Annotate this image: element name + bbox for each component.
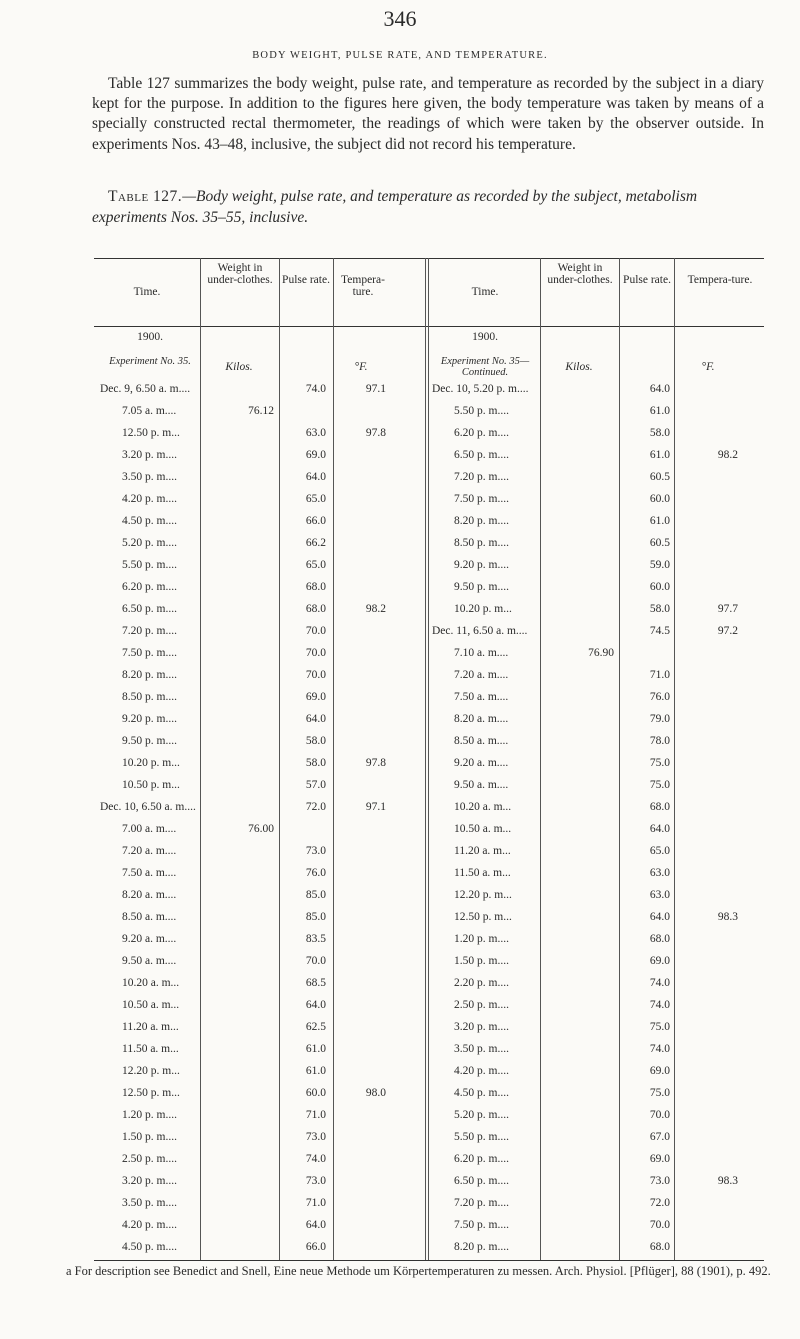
- cell-time: 7.50 p. m....: [122, 647, 177, 659]
- cell-time: 7.00 a. m....: [122, 823, 177, 835]
- cell-time: 2.50 p. m....: [454, 999, 509, 1011]
- cell-time: 7.20 p. m....: [122, 625, 177, 637]
- cell-time: 8.50 a. m....: [454, 735, 509, 747]
- cell-time: Experiment No. 35— Continued.: [440, 356, 530, 378]
- cell-pulse: 58.0: [649, 603, 670, 615]
- cell-time: 7.50 p. m....: [454, 493, 509, 505]
- table-row: [94, 1170, 764, 1192]
- table-row: [94, 708, 764, 730]
- cell-time: 7.05 a. m....: [122, 405, 177, 417]
- cell-time: 5.50 p. m....: [454, 1131, 509, 1143]
- cell-pulse: 83.5: [305, 933, 326, 945]
- cell-time: 9.50 a. m....: [454, 779, 509, 791]
- table-caption-text: —Body weight, pulse rate, and temperature as recorded by the subject, metabolism experiments Nos. 35–55, inclusive.: [92, 188, 698, 226]
- cell-time: 8.20 a. m....: [454, 713, 509, 725]
- cell-pulse: 72.0: [649, 1197, 670, 1209]
- cell-pulse: 76.0: [305, 867, 326, 879]
- table-row: [94, 862, 764, 884]
- cell-time: 9.20 p. m....: [122, 713, 177, 725]
- header-pulse: Pulse rate.: [282, 274, 330, 286]
- table-top-rule: [94, 258, 764, 259]
- cell-pulse: 74.0: [649, 999, 670, 1011]
- cell-time: 6.20 p. m....: [454, 1153, 509, 1165]
- table-row: [94, 950, 764, 972]
- cell-pulse: 75.0: [649, 1087, 670, 1099]
- cell-time: 4.20 p. m....: [122, 493, 177, 505]
- cell-time: 8.20 p. m....: [122, 669, 177, 681]
- cell-pulse: 72.0: [305, 801, 326, 813]
- cell-pulse: 58.0: [649, 427, 670, 439]
- cell-pulse: 64.0: [305, 999, 326, 1011]
- cell-time: 1900.: [472, 331, 498, 343]
- cell-pulse: 58.0: [305, 735, 326, 747]
- cell-pulse: 65.0: [649, 845, 670, 857]
- cell-pulse: 59.0: [649, 559, 670, 571]
- table-row: [94, 1038, 764, 1060]
- cell-pulse: 74.0: [649, 977, 670, 989]
- cell-pulse: 57.0: [305, 779, 326, 791]
- cell-temp: 97.7: [717, 603, 738, 615]
- cell-time: 1900.: [137, 331, 163, 343]
- cell-pulse: 63.0: [649, 889, 670, 901]
- cell-time: Dec. 10, 5.20 p. m....: [432, 383, 529, 395]
- cell-time: 12.20 p. m...: [454, 889, 512, 901]
- cell-pulse: 75.0: [649, 779, 670, 791]
- cell-time: 9.50 a. m....: [122, 955, 177, 967]
- cell-pulse: 75.0: [649, 757, 670, 769]
- cell-pulse: 71.0: [649, 669, 670, 681]
- cell-time: 10.20 p. m...: [454, 603, 512, 615]
- cell-pulse: 60.5: [649, 537, 670, 549]
- cell-pulse: 74.5: [649, 625, 670, 637]
- cell-pulse: 61.0: [305, 1065, 326, 1077]
- cell-time: 3.20 p. m....: [122, 1175, 177, 1187]
- cell-time: 7.50 a. m....: [122, 867, 177, 879]
- cell-pulse: 61.0: [649, 405, 670, 417]
- cell-time: 1.20 p. m....: [454, 933, 509, 945]
- header-temp: Tempera-ture.: [341, 274, 385, 298]
- table-row: [94, 818, 764, 840]
- cell-pulse: 65.0: [305, 493, 326, 505]
- table-row: [94, 378, 764, 400]
- cell-weight: 76.90: [588, 647, 614, 659]
- table-row: [94, 796, 764, 818]
- cell-time: 9.50 p. m....: [454, 581, 509, 593]
- cell-pulse: 73.0: [305, 1131, 326, 1143]
- cell-weight: 76.12: [248, 405, 274, 417]
- cell-time: 7.50 p. m....: [454, 1219, 509, 1231]
- table-row: [94, 1192, 764, 1214]
- cell-time: 7.20 p. m....: [454, 1197, 509, 1209]
- table-row: [94, 1126, 764, 1148]
- table-row: [94, 752, 764, 774]
- cell-pulse: 65.0: [305, 559, 326, 571]
- footnote: a For description see Benedict and Snell, Eine neue Methode um Körpertemperaturen zu messen. Arch. Physiol. [Pflüger], 88 (1901), p. 492.: [66, 1264, 771, 1278]
- header-time: Time.: [471, 286, 499, 298]
- cell-temp: 98.2: [365, 603, 386, 615]
- table-row: [94, 686, 764, 708]
- cell-pulse: 61.0: [649, 449, 670, 461]
- intro-paragraph: Table 127 summarizes the body weight, pulse rate, and temperature as recorded by the subject in a diary kept for the purpose. In addition to the figures here given, the body temperature was taken by means of a specially constructed rectal thermometer, the readings of which were taken by the observer outside. In experiments Nos. 43–48, inclusive, the subject did not record his temperature.: [92, 75, 764, 153]
- table-row: [94, 331, 764, 356]
- table-row: [94, 466, 764, 488]
- cell-pulse: 85.0: [305, 889, 326, 901]
- table-row: [94, 730, 764, 752]
- cell-pulse: 74.0: [305, 1153, 326, 1165]
- cell-time: Experiment No. 35.: [109, 356, 191, 367]
- table-row: [94, 928, 764, 950]
- table-row: [94, 620, 764, 642]
- cell-time: 1.50 p. m....: [454, 955, 509, 967]
- cell-time: 4.50 p. m....: [454, 1087, 509, 1099]
- cell-weight: Kilos.: [565, 361, 593, 373]
- cell-time: 5.50 p. m....: [122, 559, 177, 571]
- cell-temp: 98.3: [717, 1175, 738, 1187]
- table-row: [94, 1236, 764, 1258]
- cell-time: 8.20 p. m....: [454, 1241, 509, 1253]
- cell-time: 9.20 a. m....: [454, 757, 509, 769]
- cell-time: 8.20 p. m....: [454, 515, 509, 527]
- cell-temp: 98.2: [717, 449, 738, 461]
- cell-pulse: 60.0: [649, 581, 670, 593]
- cell-pulse: 75.0: [649, 1021, 670, 1033]
- cell-pulse: 64.0: [649, 823, 670, 835]
- cell-time: 10.20 a. m...: [122, 977, 180, 989]
- table-label: Table 127.: [108, 188, 183, 205]
- cell-pulse: 70.0: [305, 647, 326, 659]
- cell-pulse: 60.5: [649, 471, 670, 483]
- cell-pulse: 73.0: [649, 1175, 670, 1187]
- table-row: [94, 488, 764, 510]
- table-row: [94, 994, 764, 1016]
- cell-time: Dec. 11, 6.50 a. m....: [432, 625, 528, 637]
- cell-time: 10.20 a. m...: [454, 801, 512, 813]
- table-row: [94, 598, 764, 620]
- cell-time: 7.20 p. m....: [454, 471, 509, 483]
- cell-time: 6.50 p. m....: [122, 603, 177, 615]
- cell-time: 11.50 a. m...: [454, 867, 511, 879]
- cell-temp: 97.8: [365, 427, 386, 439]
- cell-pulse: 68.0: [305, 603, 326, 615]
- cell-time: 4.20 p. m....: [454, 1065, 509, 1077]
- table-row: [94, 356, 764, 378]
- running-head: BODY WEIGHT, PULSE RATE, AND TEMPERATURE.: [252, 50, 548, 61]
- cell-time: 5.20 p. m....: [122, 537, 177, 549]
- table-caption: [92, 187, 764, 228]
- cell-time: 5.20 p. m....: [454, 1109, 509, 1121]
- header-pulse: Pulse rate.: [623, 274, 671, 286]
- cell-pulse: 64.0: [305, 713, 326, 725]
- cell-pulse: 68.0: [649, 1241, 670, 1253]
- table-row: [94, 400, 764, 422]
- cell-pulse: 64.0: [305, 471, 326, 483]
- table-row: [94, 554, 764, 576]
- cell-pulse: 68.0: [649, 801, 670, 813]
- cell-pulse: 66.2: [305, 537, 326, 549]
- table-row: [94, 972, 764, 994]
- table-row: [94, 1148, 764, 1170]
- table-bottom-rule: [94, 1260, 764, 1261]
- table-row: [94, 642, 764, 664]
- cell-pulse: 70.0: [649, 1109, 670, 1121]
- cell-time: 9.20 p. m....: [454, 559, 509, 571]
- cell-pulse: 62.5: [305, 1021, 326, 1033]
- cell-pulse: 70.0: [649, 1219, 670, 1231]
- cell-time: 5.50 p. m....: [454, 405, 509, 417]
- cell-pulse: 69.0: [649, 1065, 670, 1077]
- cell-pulse: 68.0: [305, 581, 326, 593]
- cell-pulse: 70.0: [305, 669, 326, 681]
- data-table: [94, 258, 764, 1262]
- cell-pulse: 66.0: [305, 515, 326, 527]
- table-row: [94, 664, 764, 686]
- cell-time: 10.50 a. m...: [454, 823, 512, 835]
- table-row: [94, 576, 764, 598]
- cell-time: 2.50 p. m....: [122, 1153, 177, 1165]
- cell-temp: °F.: [701, 361, 715, 373]
- table-row: [94, 1016, 764, 1038]
- cell-pulse: 74.0: [305, 383, 326, 395]
- cell-temp: 97.1: [365, 383, 386, 395]
- cell-pulse: 63.0: [649, 867, 670, 879]
- table-row: [94, 774, 764, 796]
- cell-pulse: 60.0: [305, 1087, 326, 1099]
- cell-time: 7.10 a. m....: [454, 647, 509, 659]
- cell-pulse: 76.0: [649, 691, 670, 703]
- cell-temp: 97.2: [717, 625, 738, 637]
- cell-time: 10.50 a. m...: [122, 999, 180, 1011]
- table-row: [94, 906, 764, 928]
- cell-temp: 98.0: [365, 1087, 386, 1099]
- table-row: [94, 532, 764, 554]
- cell-time: 10.20 p. m...: [122, 757, 180, 769]
- cell-time: 8.50 a. m....: [122, 911, 177, 923]
- cell-pulse: 58.0: [305, 757, 326, 769]
- table-row: [94, 1104, 764, 1126]
- cell-pulse: 69.0: [305, 691, 326, 703]
- cell-time: 12.20 p. m...: [122, 1065, 180, 1077]
- cell-time: Dec. 10, 6.50 a. m....: [100, 801, 196, 813]
- cell-pulse: 71.0: [305, 1197, 326, 1209]
- cell-pulse: 63.0: [305, 427, 326, 439]
- cell-time: 3.50 p. m....: [122, 1197, 177, 1209]
- header-weight: Weight in under-clothes.: [547, 262, 613, 286]
- cell-pulse: 85.0: [305, 911, 326, 923]
- table-row: [94, 1060, 764, 1082]
- cell-pulse: 66.0: [305, 1241, 326, 1253]
- cell-pulse: 68.0: [649, 933, 670, 945]
- cell-temp: °F.: [354, 361, 368, 373]
- cell-time: 9.50 p. m....: [122, 735, 177, 747]
- cell-time: 4.50 p. m....: [122, 515, 177, 527]
- cell-time: 1.50 p. m....: [122, 1131, 177, 1143]
- cell-temp: 97.1: [365, 801, 386, 813]
- cell-pulse: 70.0: [305, 955, 326, 967]
- cell-time: 12.50 p. m...: [122, 427, 180, 439]
- cell-pulse: 67.0: [649, 1131, 670, 1143]
- table-row: [94, 1214, 764, 1236]
- header-time: Time.: [133, 286, 161, 298]
- cell-time: 3.50 p. m....: [122, 471, 177, 483]
- table-row: [94, 884, 764, 906]
- cell-pulse: 69.0: [649, 955, 670, 967]
- cell-pulse: 70.0: [305, 625, 326, 637]
- table-row: [94, 422, 764, 444]
- cell-time: 12.50 p. m...: [454, 911, 512, 923]
- cell-pulse: 74.0: [649, 1043, 670, 1055]
- cell-time: 8.20 a. m....: [122, 889, 177, 901]
- cell-pulse: 71.0: [305, 1109, 326, 1121]
- cell-pulse: 68.5: [305, 977, 326, 989]
- cell-pulse: 64.0: [649, 911, 670, 923]
- page-number: 346: [383, 6, 417, 31]
- cell-pulse: 60.0: [649, 493, 670, 505]
- cell-pulse: 69.0: [649, 1153, 670, 1165]
- cell-time: 11.20 a. m...: [122, 1021, 179, 1033]
- table-row: [94, 840, 764, 862]
- table-row: [94, 510, 764, 532]
- cell-time: 10.50 p. m...: [122, 779, 180, 791]
- cell-pulse: 61.0: [649, 515, 670, 527]
- header-temp: Tempera-ture.: [687, 274, 753, 286]
- cell-time: 3.50 p. m....: [454, 1043, 509, 1055]
- cell-time: 3.20 p. m....: [122, 449, 177, 461]
- cell-time: 8.50 p. m....: [454, 537, 509, 549]
- cell-pulse: 61.0: [305, 1043, 326, 1055]
- cell-pulse: 64.0: [649, 383, 670, 395]
- cell-time: 7.20 a. m....: [122, 845, 177, 857]
- cell-time: 2.20 p. m....: [454, 977, 509, 989]
- cell-time: 6.50 p. m....: [454, 449, 509, 461]
- cell-pulse: 64.0: [305, 1219, 326, 1231]
- cell-weight: 76.00: [248, 823, 274, 835]
- cell-time: 11.20 a. m...: [454, 845, 511, 857]
- cell-time: 7.50 a. m....: [454, 691, 509, 703]
- table-row: [94, 444, 764, 466]
- cell-time: 6.50 p. m....: [454, 1175, 509, 1187]
- cell-time: 4.20 p. m....: [122, 1219, 177, 1231]
- cell-time: 4.50 p. m....: [122, 1241, 177, 1253]
- cell-temp: 97.8: [365, 757, 386, 769]
- cell-pulse: 79.0: [649, 713, 670, 725]
- table-row: [94, 1082, 764, 1104]
- cell-time: 9.20 a. m....: [122, 933, 177, 945]
- cell-pulse: 78.0: [649, 735, 670, 747]
- cell-time: 8.50 p. m....: [122, 691, 177, 703]
- cell-weight: Kilos.: [225, 361, 253, 373]
- header-weight: Weight in under-clothes.: [207, 262, 273, 286]
- cell-time: Dec. 9, 6.50 a. m....: [100, 383, 191, 395]
- cell-pulse: 73.0: [305, 1175, 326, 1187]
- cell-time: 6.20 p. m....: [454, 427, 509, 439]
- cell-time: 12.50 p. m...: [122, 1087, 180, 1099]
- cell-temp: 98.3: [717, 911, 738, 923]
- cell-time: 7.20 a. m....: [454, 669, 509, 681]
- cell-pulse: 73.0: [305, 845, 326, 857]
- cell-time: 6.20 p. m....: [122, 581, 177, 593]
- cell-time: 11.50 a. m...: [122, 1043, 179, 1055]
- cell-time: 1.20 p. m....: [122, 1109, 177, 1121]
- cell-pulse: 69.0: [305, 449, 326, 461]
- cell-time: 3.20 p. m....: [454, 1021, 509, 1033]
